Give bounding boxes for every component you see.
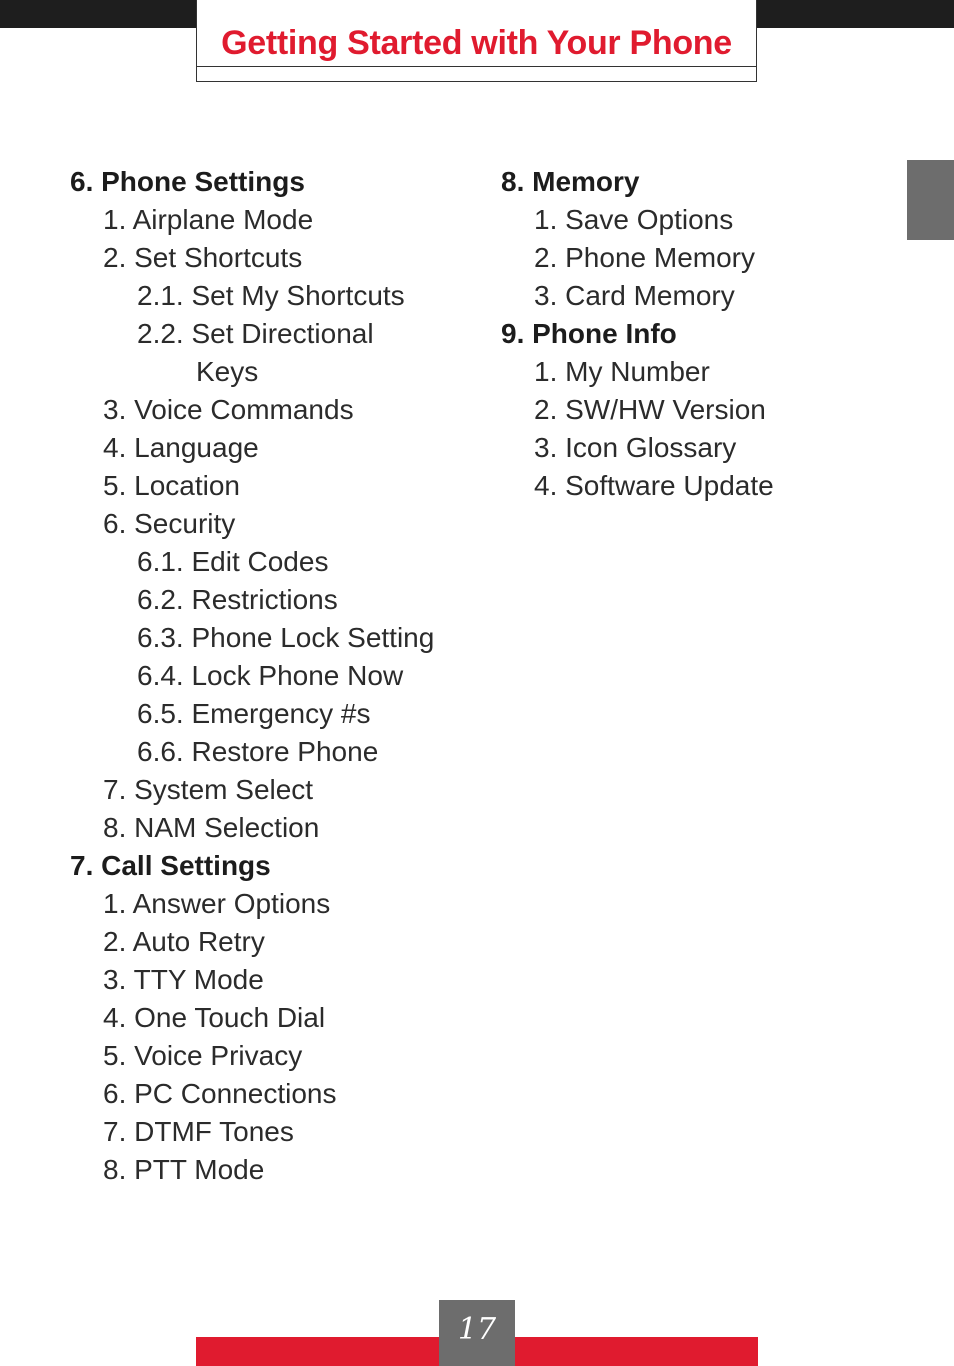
menu-item: 3. Card Memory <box>534 280 735 311</box>
menu-item: 6.6. Restore Phone <box>137 736 379 767</box>
page-number: 17 <box>457 1312 497 1347</box>
menu-item: Keys <box>196 356 259 387</box>
menu-item: 3. Icon Glossary <box>534 432 737 463</box>
menu-section-heading: 9. Phone Info <box>501 318 677 349</box>
menu-item: 6. Security <box>103 508 236 539</box>
menu-section-heading: 7. Call Settings <box>70 850 271 881</box>
menu-item: 2. Auto Retry <box>103 926 265 957</box>
menu-item: 6.5. Emergency #s <box>137 698 371 729</box>
menu-item: 6. PC Connections <box>103 1078 337 1109</box>
menu-item: 1. Answer Options <box>103 888 331 919</box>
header-rule <box>197 66 756 67</box>
header-box <box>196 0 757 82</box>
menu-item: 2. SW/HW Version <box>534 394 766 425</box>
menu-item: 1. Save Options <box>534 204 734 235</box>
menu-item: 7. System Select <box>103 774 314 805</box>
menu-item: 2. Phone Memory <box>534 242 755 273</box>
menu-item: 2. Set Shortcuts <box>103 242 303 273</box>
menu-item: 6.2. Restrictions <box>137 584 338 615</box>
menu-item: 5. Voice Privacy <box>103 1040 303 1071</box>
menu-item: 4. Language <box>103 432 259 463</box>
left-menu-column <box>70 163 434 1189</box>
menu-item: 3. TTY Mode <box>103 964 264 995</box>
menu-item: 3. Voice Commands <box>103 394 354 425</box>
menu-item: 8. PTT Mode <box>103 1154 265 1185</box>
menu-item: 7. DTMF Tones <box>103 1116 294 1147</box>
menu-item: 1. My Number <box>534 356 710 387</box>
menu-section-heading: 6. Phone Settings <box>70 166 305 197</box>
menu-item: 8. NAM Selection <box>103 812 320 843</box>
menu-item: 4. One Touch Dial <box>103 1002 326 1033</box>
menu-item: 2.1. Set My Shortcuts <box>137 280 405 311</box>
menu-item: 6.3. Phone Lock Setting <box>137 622 435 653</box>
page-number-box <box>439 1300 515 1366</box>
menu-item: 6.4. Lock Phone Now <box>137 660 404 691</box>
menu-section-heading: 8. Memory <box>501 166 640 197</box>
page-title: Getting Started with Your Phone <box>221 24 732 62</box>
side-tab <box>907 160 954 240</box>
top-bar-right <box>757 0 954 28</box>
menu-item: 4. Software Update <box>534 470 774 501</box>
menu-item: 6.1. Edit Codes <box>137 546 329 577</box>
menu-item: 2.2. Set Directional <box>137 318 374 349</box>
menu-item: 1. Airplane Mode <box>103 204 314 235</box>
menu-item: 5. Location <box>103 470 240 501</box>
top-bar-left <box>0 0 197 28</box>
right-menu-column <box>501 163 774 505</box>
